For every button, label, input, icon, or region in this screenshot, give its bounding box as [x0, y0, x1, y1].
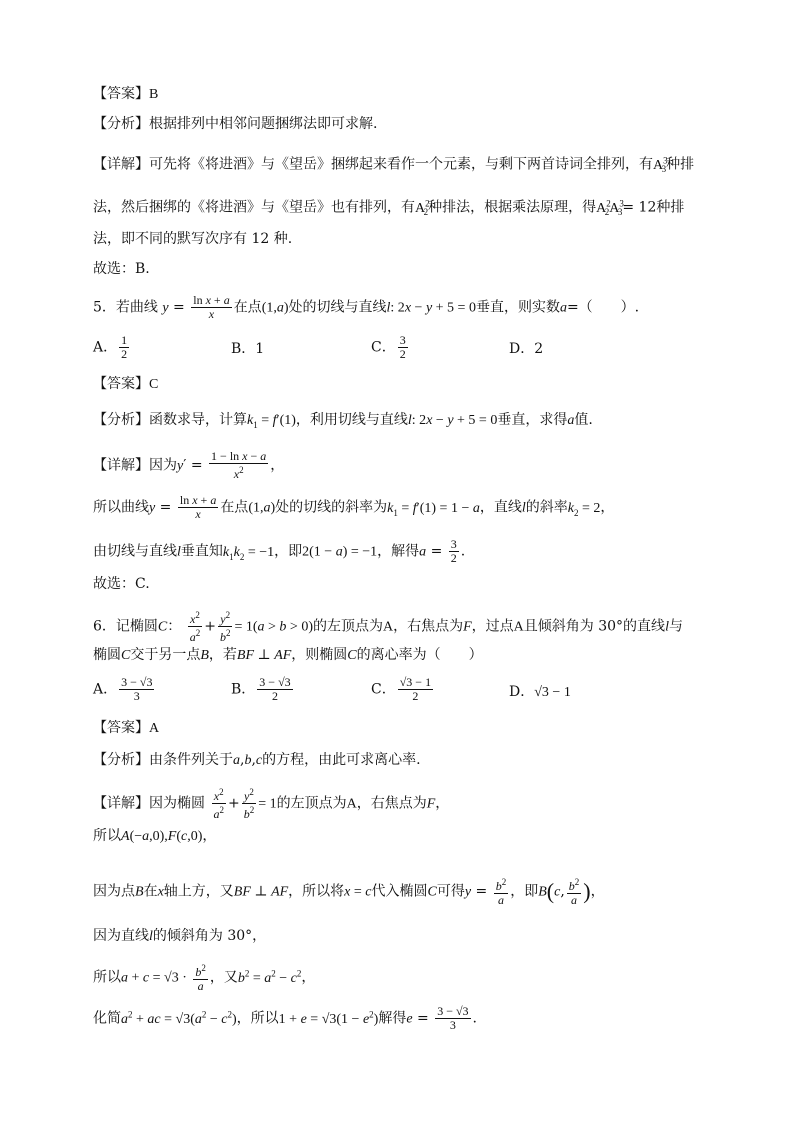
analysis-tag: 【分析】	[93, 116, 149, 132]
q6-analysis-line: 【分析】由条件列关于a,b,c的方程，由此可求离心率.	[93, 752, 421, 768]
q6-stem-line-2: 椭圆C交于另一点B，若BF ⊥ AF，则椭圆C的离心率为（ ）	[93, 647, 483, 663]
q4-answer: B	[149, 87, 159, 102]
q6-option-c[interactable]: C． $\frac{√3 - 1}{2}$	[371, 675, 432, 703]
q5-curve-fraction: $\frac{\text{ln x + a}}{x}$	[193, 293, 230, 321]
q4-conclusion: 故选：B.	[93, 261, 150, 277]
q5-detail-line-1: 【详解】因为y′ = $\frac{\text{1 − ln x − a}}{x^2}$ ，	[93, 449, 285, 481]
perm-a33: $A^3_3$	[653, 155, 668, 175]
q5-answer-line: 【答案】C	[93, 376, 159, 392]
perm-product: $A^2_2A^3_3$	[596, 198, 624, 218]
q6-detail-line-5: 所以a + c = √3 · $\frac{b^2}{a}$ ，又$b^2 = a^2 - c^2$，	[93, 963, 316, 993]
q5-option-d[interactable]: D．2	[509, 341, 544, 357]
q5-stem: 5．若曲线 y = $\frac{\text{ln x + a}}{x}$ 在点(1,a)处的切线与直线l: 2x − y + 5 = 0垂直，则实数a=（ ）.	[93, 293, 640, 321]
q5-option-b[interactable]: B．1	[231, 341, 265, 357]
q5-detail-line-3: 由切线与直线l垂直知$k_1k_2 = -1$，即2(1 − a) = −1，解得a = $\frac{3}{2}$ .	[93, 537, 466, 565]
q6-answer-line: 【答案】A	[93, 720, 160, 736]
q6-option-d[interactable]: D．√3 − 1	[509, 684, 571, 700]
q6-option-b[interactable]: B． $\frac{3 - √3}{2}$	[231, 675, 291, 703]
q5-option-c[interactable]: C． $\frac{3}{2}$	[371, 333, 406, 361]
q4-detail-line-2: 法，然后捆绑的《将进酒》与《望岳》也有排列，有$A^2_2$种排法，根据乘法原理，得$A^2_2A^3_3= 12$种排	[93, 198, 685, 218]
answer-tag: 【答案】	[93, 86, 149, 102]
q5-analysis-line: 【分析】函数求导，计算$k_1 = f'(1)$，利用切线与直线l: 2x − y + 5 = 0垂直，求得a值.	[93, 412, 593, 430]
q6-detail-line-4: 因为直线l的倾斜角为 30°，	[93, 928, 267, 944]
q4-detail-line-1: 【详解】可先将《将进酒》与《望岳》捆绑起来看作一个元素，与剩下两首诗词全排列，有$A^3_3$种排	[93, 155, 695, 175]
q6-stem-line-1: 6．记椭圆C： $\frac{x^2}{a^2}$ + $\frac{y^2}{b^2}$ = 1(a > b > 0)的左顶点为A，右焦点为F，过点A且倾斜角为 30°的直线l与	[93, 610, 683, 644]
q6-detail-line-1: 【详解】因为椭圆 $\frac{x^2}{a^2}$ + $\frac{y^2}{b^2}$ = 1的左顶点为A，右焦点为F，	[93, 787, 450, 821]
q4-analysis: 根据排列中相邻问题捆绑法即可求解.	[149, 116, 378, 132]
q5-conclusion: 故选：C.	[93, 576, 150, 592]
q6-detail-line-2: 所以A(−a,0),F(c,0)，	[93, 828, 217, 844]
perm-a22: $A^2_2$	[415, 198, 430, 218]
q6-detail-line-6: 化简$a^2$ + ac = $√3(a^2 - c^2)$，所以$1 + e = √3(1 - e^2)$解得e = $\frac{3 - √3}{3}$ .	[93, 1004, 477, 1033]
q6-option-a[interactable]: A． $\frac{3 - √3}{3}$	[93, 675, 153, 703]
q5-detail-line-2: 所以曲线y = $\frac{\text{ln x + a}}{x}$ 在点(1,a)处的切线的斜率为$k_1 = f'(1) = 1 - a$，直线l的斜率$k_2 = 2$，	[93, 493, 615, 521]
detail-tag: 【详解】	[93, 156, 149, 173]
q5-option-a[interactable]: A． $\frac{1}{2}$	[93, 333, 128, 361]
q6-detail-line-3: 因为点B在x轴上方，又BF ⊥ AF，所以将x = c代入椭圆C可得y = $\frac{b^2}{a}$ ，即B(c, $\frac{b^2}{a}$ )，	[93, 877, 605, 907]
q4-detail-line-3: 法，即不同的默写次序有 12 种.	[93, 231, 293, 247]
q4-analysis-line	[93, 114, 377, 134]
q4-answer-line	[93, 84, 158, 105]
